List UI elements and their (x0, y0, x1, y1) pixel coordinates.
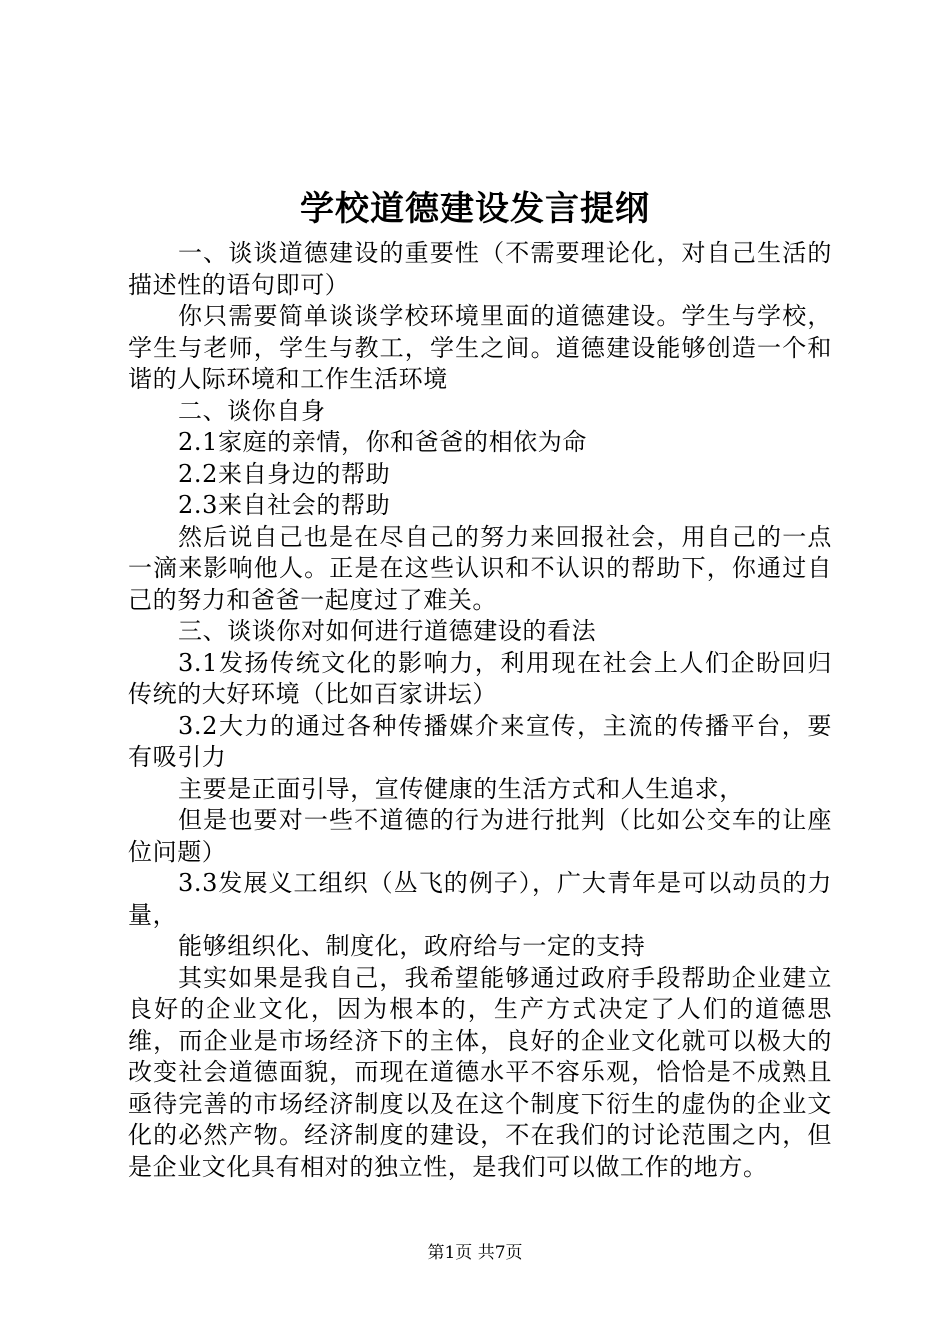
paragraph: 3.3发展义工组织（丛飞的例子），广大青年是可以动员的力量， (128, 869, 832, 929)
paragraph: 2.1家庭的亲情，你和爸爸的相依为命 (178, 428, 587, 456)
paragraph: 二、谈你自身 (178, 396, 326, 425)
paragraph: 三、谈谈你对如何进行道德建设的看法 (178, 617, 597, 645)
document-body (128, 238, 832, 1183)
paragraph: 但是也要对一些不道德的行为进行批判（比如公交车的让座位问题） (128, 806, 832, 866)
paragraph: 主要是正面引导，宣传健康的生活方式和人生追求， (178, 774, 744, 803)
paragraph: 3.2大力的通过各种传播媒介来宣传，主流的传播平台，要有吸引力 (128, 711, 832, 771)
paragraph: 你只需要简单谈谈学校环境里面的道德建设。学生与学校，学生与老师，学生与教工，学生之间。道德建设能够创造一个和谐的人际环境和工作生活环境 (128, 302, 832, 393)
document-title: 学校道德建设发言提纲 (300, 189, 650, 229)
paragraph: 2.2来自身边的帮助 (178, 459, 391, 488)
paragraph: 然后说自己也是在尽自己的努力来回报社会，用自己的一点一滴来影响他人。正是在这些认识和不认识的帮助下，你通过自己的努力和爸爸一起度过了难关。 (128, 522, 832, 614)
paragraph: 能够组织化、制度化，政府给与一定的支持 (178, 932, 646, 960)
paragraph: 2.3来自社会的帮助 (178, 491, 391, 519)
paragraph: 一、谈谈道德建设的重要性（不需要理论化，对自己生活的描述性的语句即可） (128, 239, 832, 299)
paragraph: 3.1发扬传统文化的影响力，利用现在社会上人们企盼回归传统的大好环境（比如百家讲坛） (128, 648, 832, 708)
paragraph: 其实如果是我自己，我希望能够通过政府手段帮助企业建立良好的企业文化，因为根本的，生产方式决定了人们的道德思维，而企业是市场经济下的主体，良好的企业文化就可以极大的改变社会道德面貌，而现在道德水平不容乐观，恰恰是不成熟且亟待完善的市场经济制度以及在这个制度下衍生的虚伪的企业文化的必然产物。经济制度的建设，不在我们的讨论范围之内，但是企业文化具有相对的独立性，是我们可以做工作的地方。 (128, 963, 832, 1181)
page-footer: 第1页 共7页 (427, 1243, 523, 1263)
